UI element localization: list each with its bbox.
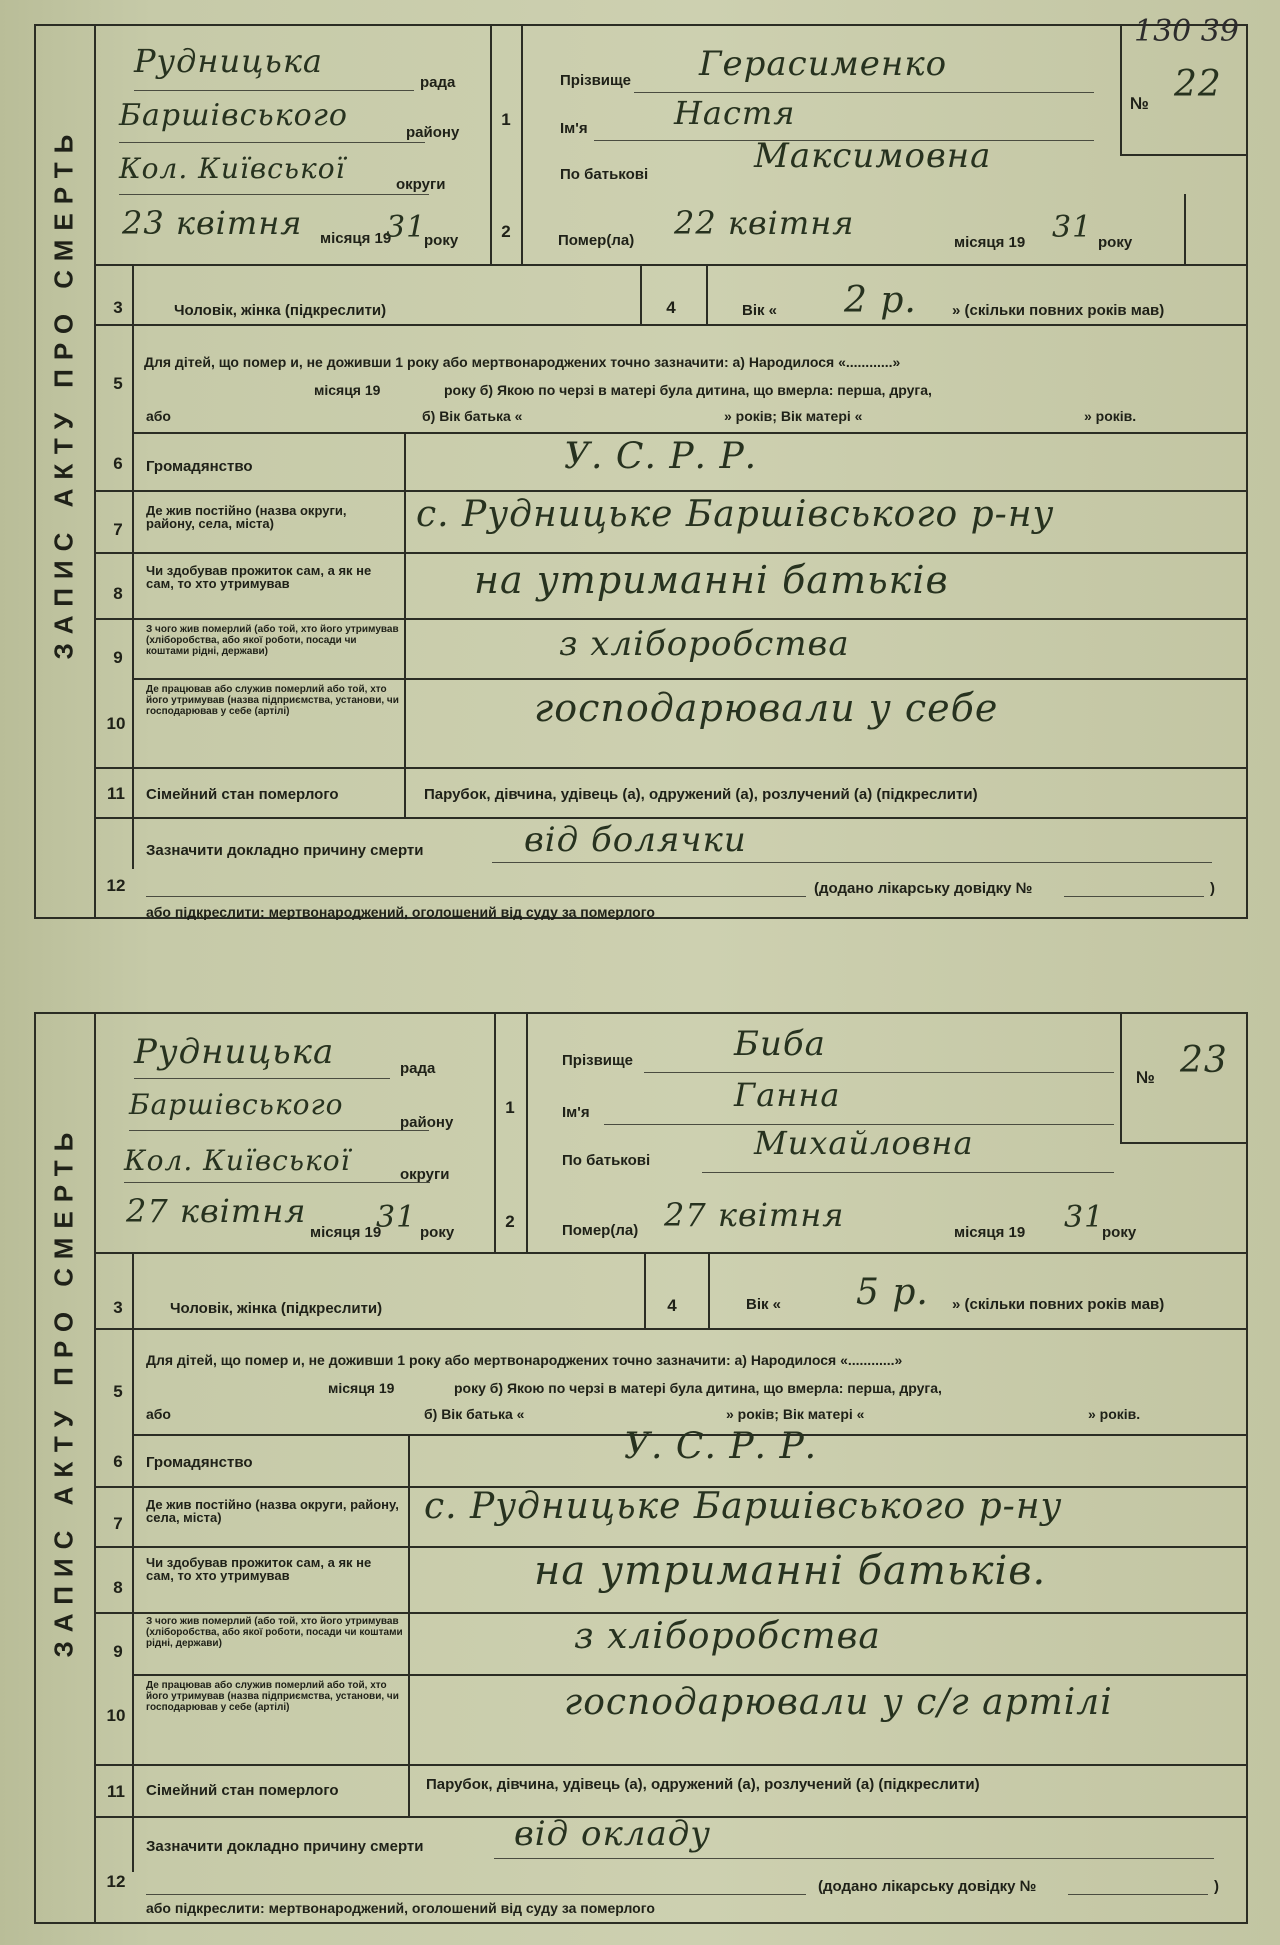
death-year: 31 [1064, 1200, 1105, 1235]
row5-line3d: » років. [1088, 1406, 1141, 1422]
reg-month-label: місяця 19 [310, 1224, 382, 1241]
record-number: 23 [1180, 1040, 1228, 1081]
rada-value: Рудницька [134, 1032, 335, 1072]
patronymic-label: По батькові [562, 1152, 651, 1169]
raion-label: району [400, 1114, 454, 1131]
row5-line1: Для дітей, що помер и, не доживши 1 року або мертвонароджених точно зазначити: а) Народилося «............» [146, 1352, 903, 1368]
reg-year-label: року [420, 1224, 455, 1241]
row-number-8: 8 [113, 584, 123, 603]
side-title: ЗАПИС АКТУ ПРО СМЕРТЬ [48, 125, 79, 660]
cause-label: Зазначити докладно причину смерти [146, 1838, 424, 1855]
okruha-label: округи [396, 176, 446, 193]
raion-value: Баршівського [129, 1088, 344, 1121]
row-number-9: 9 [113, 1642, 123, 1661]
support-label: Чи здобував прожиток сам, а як не сам, то хто утримував [146, 1555, 372, 1583]
rada-label: рада [420, 74, 456, 91]
corner-note: 130 39 [1134, 14, 1239, 49]
okruha-value: Кол. Київської [119, 152, 346, 185]
row5-line2: місяця 19 [314, 382, 381, 398]
row-number-7: 7 [113, 1514, 123, 1533]
stillborn-note: або підкреслити: мертвонароджений, оголошений від суду за померлого [146, 904, 655, 920]
row5-line3a: або [146, 408, 171, 424]
death-record-1 [34, 14, 1248, 920]
row-number-10: 10 [106, 1706, 126, 1725]
support-value: на утриманні батьків [474, 558, 949, 602]
gender-label: Чоловік, жінка (підкреслити) [170, 1300, 383, 1317]
citizenship-value: У. С. Р. Р. [624, 1426, 818, 1467]
okruha-value: Кол. Київської [124, 1144, 351, 1177]
row-number-1: 1 [505, 1098, 515, 1117]
age-label-close: » (скільки повних років мав) [952, 1296, 1165, 1313]
row5-line3d: » років. [1084, 408, 1137, 424]
patronymic-value: Михайловна [754, 1124, 974, 1162]
row5-line3b: б) Вік батька « [424, 1406, 525, 1422]
name-value: Настя [674, 94, 796, 132]
death-record-2 [34, 1012, 1248, 1924]
row-number-5: 5 [113, 374, 123, 393]
name-label: Ім'я [560, 120, 588, 137]
work-label: Де працював або служив померлий або той, хто його утримував (назва підприємства, установи, чи господарював у себе (артілі) [146, 1680, 399, 1713]
work-value: господарювали у с/г артілі [564, 1682, 1113, 1723]
family-label: Сімейний стан померлого [146, 786, 339, 803]
surname-value: Герасименко [699, 44, 948, 84]
certificate-close: ) [1210, 880, 1215, 897]
row-number-5: 5 [113, 1382, 123, 1401]
reg-month-label: місяця 19 [320, 230, 392, 247]
row-number-3: 3 [113, 1298, 123, 1317]
row-number-12: 12 [106, 1872, 126, 1891]
patronymic-label: По батькові [560, 166, 649, 183]
death-month-label: місяця 19 [954, 234, 1026, 251]
certificate-label: (додано лікарську довідку № [814, 880, 1033, 897]
row5-line3a: або [146, 1406, 171, 1422]
citizenship-value: У. С. Р. Р. [564, 436, 758, 477]
record-number-label: № [1130, 94, 1149, 113]
residence-label: Де жив постійно (назва округи, району, села, міста) [146, 1497, 399, 1525]
row-number-4: 4 [666, 298, 676, 317]
support-value: на утриманні батьків. [534, 1548, 1047, 1594]
row-number-8: 8 [113, 1578, 123, 1597]
registration-date: 27 квітня [126, 1192, 307, 1230]
residence-value: с. Рудницьке Баршівського р-ну [424, 1486, 1063, 1527]
residence-label: Де жив постійно (назва округи, району, села, міста) [146, 503, 347, 531]
row-number-11: 11 [107, 784, 125, 803]
registration-year: 31 [376, 1200, 417, 1235]
death-label: Помер(ла) [562, 1222, 639, 1239]
rada-label: рада [400, 1060, 436, 1077]
reg-year-label: року [424, 232, 459, 249]
name-label: Ім'я [562, 1104, 590, 1121]
row-number-4: 4 [667, 1296, 677, 1315]
citizenship-label: Громадянство [146, 458, 253, 475]
support-label: Чи здобував прожиток сам, а як не сам, то хто утримував [146, 563, 372, 591]
row-number-12: 12 [106, 876, 126, 895]
rada-value: Рудницька [134, 42, 323, 80]
death-year-label: року [1098, 234, 1133, 251]
citizenship-label: Громадянство [146, 1454, 253, 1471]
death-year-label: року [1102, 1224, 1137, 1241]
row-number-11: 11 [107, 1782, 125, 1801]
stillborn-note: або підкреслити: мертвонароджений, оголошений від суду за померлого [146, 1900, 655, 1916]
row-number-7: 7 [113, 520, 123, 539]
cause-value: від болячки [524, 820, 747, 860]
age-label-close: » (скільки повних років мав) [952, 302, 1165, 319]
family-options: Парубок, дівчина, удівець (а), одружений (а), розлучений (а) (підкреслити) [426, 1776, 980, 1793]
row-number-2: 2 [501, 222, 511, 241]
death-label: Помер(ла) [558, 232, 635, 249]
surname-label: Прізвище [560, 72, 632, 89]
surname-label: Прізвище [562, 1052, 634, 1069]
row5-line3b: б) Вік батька « [422, 408, 523, 424]
row5-line3c: » років; Вік матері « [726, 1406, 865, 1422]
row-number-1: 1 [501, 110, 511, 129]
family-label: Сімейний стан померлого [146, 1782, 339, 1799]
row5-line2b: року б) Якою по черзі в матері була дитина, що вмерла: перша, друга, [454, 1380, 942, 1396]
death-date: 27 квітня [664, 1196, 845, 1234]
patronymic-value: Максимовна [754, 136, 992, 176]
age-label-open: Вік « [742, 302, 778, 319]
row-number-3: 3 [113, 298, 123, 317]
certificate-label: (додано лікарську довідку № [818, 1878, 1037, 1895]
row-number-6: 6 [113, 454, 123, 473]
age-value: 5 р. [856, 1272, 929, 1313]
okruha-label: округи [400, 1166, 450, 1183]
income-value: з хліборобства [574, 1616, 881, 1657]
death-year: 31 [1052, 210, 1093, 245]
cause-label: Зазначити докладно причину смерти [146, 842, 424, 859]
raion-label: району [406, 124, 460, 141]
row5-line2b: року б) Якою по черзі в матері була дитина, що вмерла: перша, друга, [444, 382, 932, 398]
record-number: 22 [1174, 64, 1222, 105]
cause-value: від окладу [514, 1814, 711, 1854]
registration-date: 23 квітня [122, 204, 303, 242]
name-value: Ганна [734, 1076, 841, 1114]
income-value: з хліборобства [559, 624, 850, 664]
work-value: господарювали у себе [534, 686, 999, 730]
row5-line1: Для дітей, що помер и, не доживши 1 року або мертвонароджених точно зазначити: а) Народилося «............» [144, 354, 901, 370]
gender-label: Чоловік, жінка (підкреслити) [174, 302, 387, 319]
income-label: З чого жив померлий (або той, хто його утримував (хліборобства, або якої роботи, посади чи коштами рідні, держави) [146, 624, 399, 657]
death-date: 22 квітня [674, 204, 855, 242]
surname-value: Биба [734, 1024, 826, 1064]
family-options: Парубок, дівчина, удівець (а), одружений (а), розлучений (а) (підкреслити) [424, 786, 978, 803]
row-number-2: 2 [505, 1212, 515, 1231]
row-number-6: 6 [113, 1452, 123, 1471]
row-number-10: 10 [106, 714, 126, 733]
certificate-close: ) [1214, 1878, 1219, 1895]
residence-value: с. Рудницьке Баршівського р-ну [416, 494, 1055, 535]
record-number-label: № [1136, 1068, 1155, 1087]
row5-line3c: » років; Вік матері « [724, 408, 863, 424]
income-label: З чого жив померлий (або той, хто його утримував (хліборобства, або якої роботи, посади чи коштами рідні, держави) [146, 1616, 403, 1649]
age-label-open: Вік « [746, 1296, 782, 1313]
row5-line2: місяця 19 [328, 1380, 395, 1396]
age-value: 2 р. [844, 280, 917, 321]
work-label: Де працював або служив померлий або той, хто його утримував (назва підприємства, установи, чи господарював у себе (артілі) [146, 684, 399, 717]
row-number-9: 9 [113, 648, 123, 667]
side-title: ЗАПИС АКТУ ПРО СМЕРТЬ [48, 1123, 79, 1658]
death-month-label: місяця 19 [954, 1224, 1026, 1241]
raion-value: Баршівського [119, 98, 348, 133]
registration-year: 31 [386, 210, 427, 245]
